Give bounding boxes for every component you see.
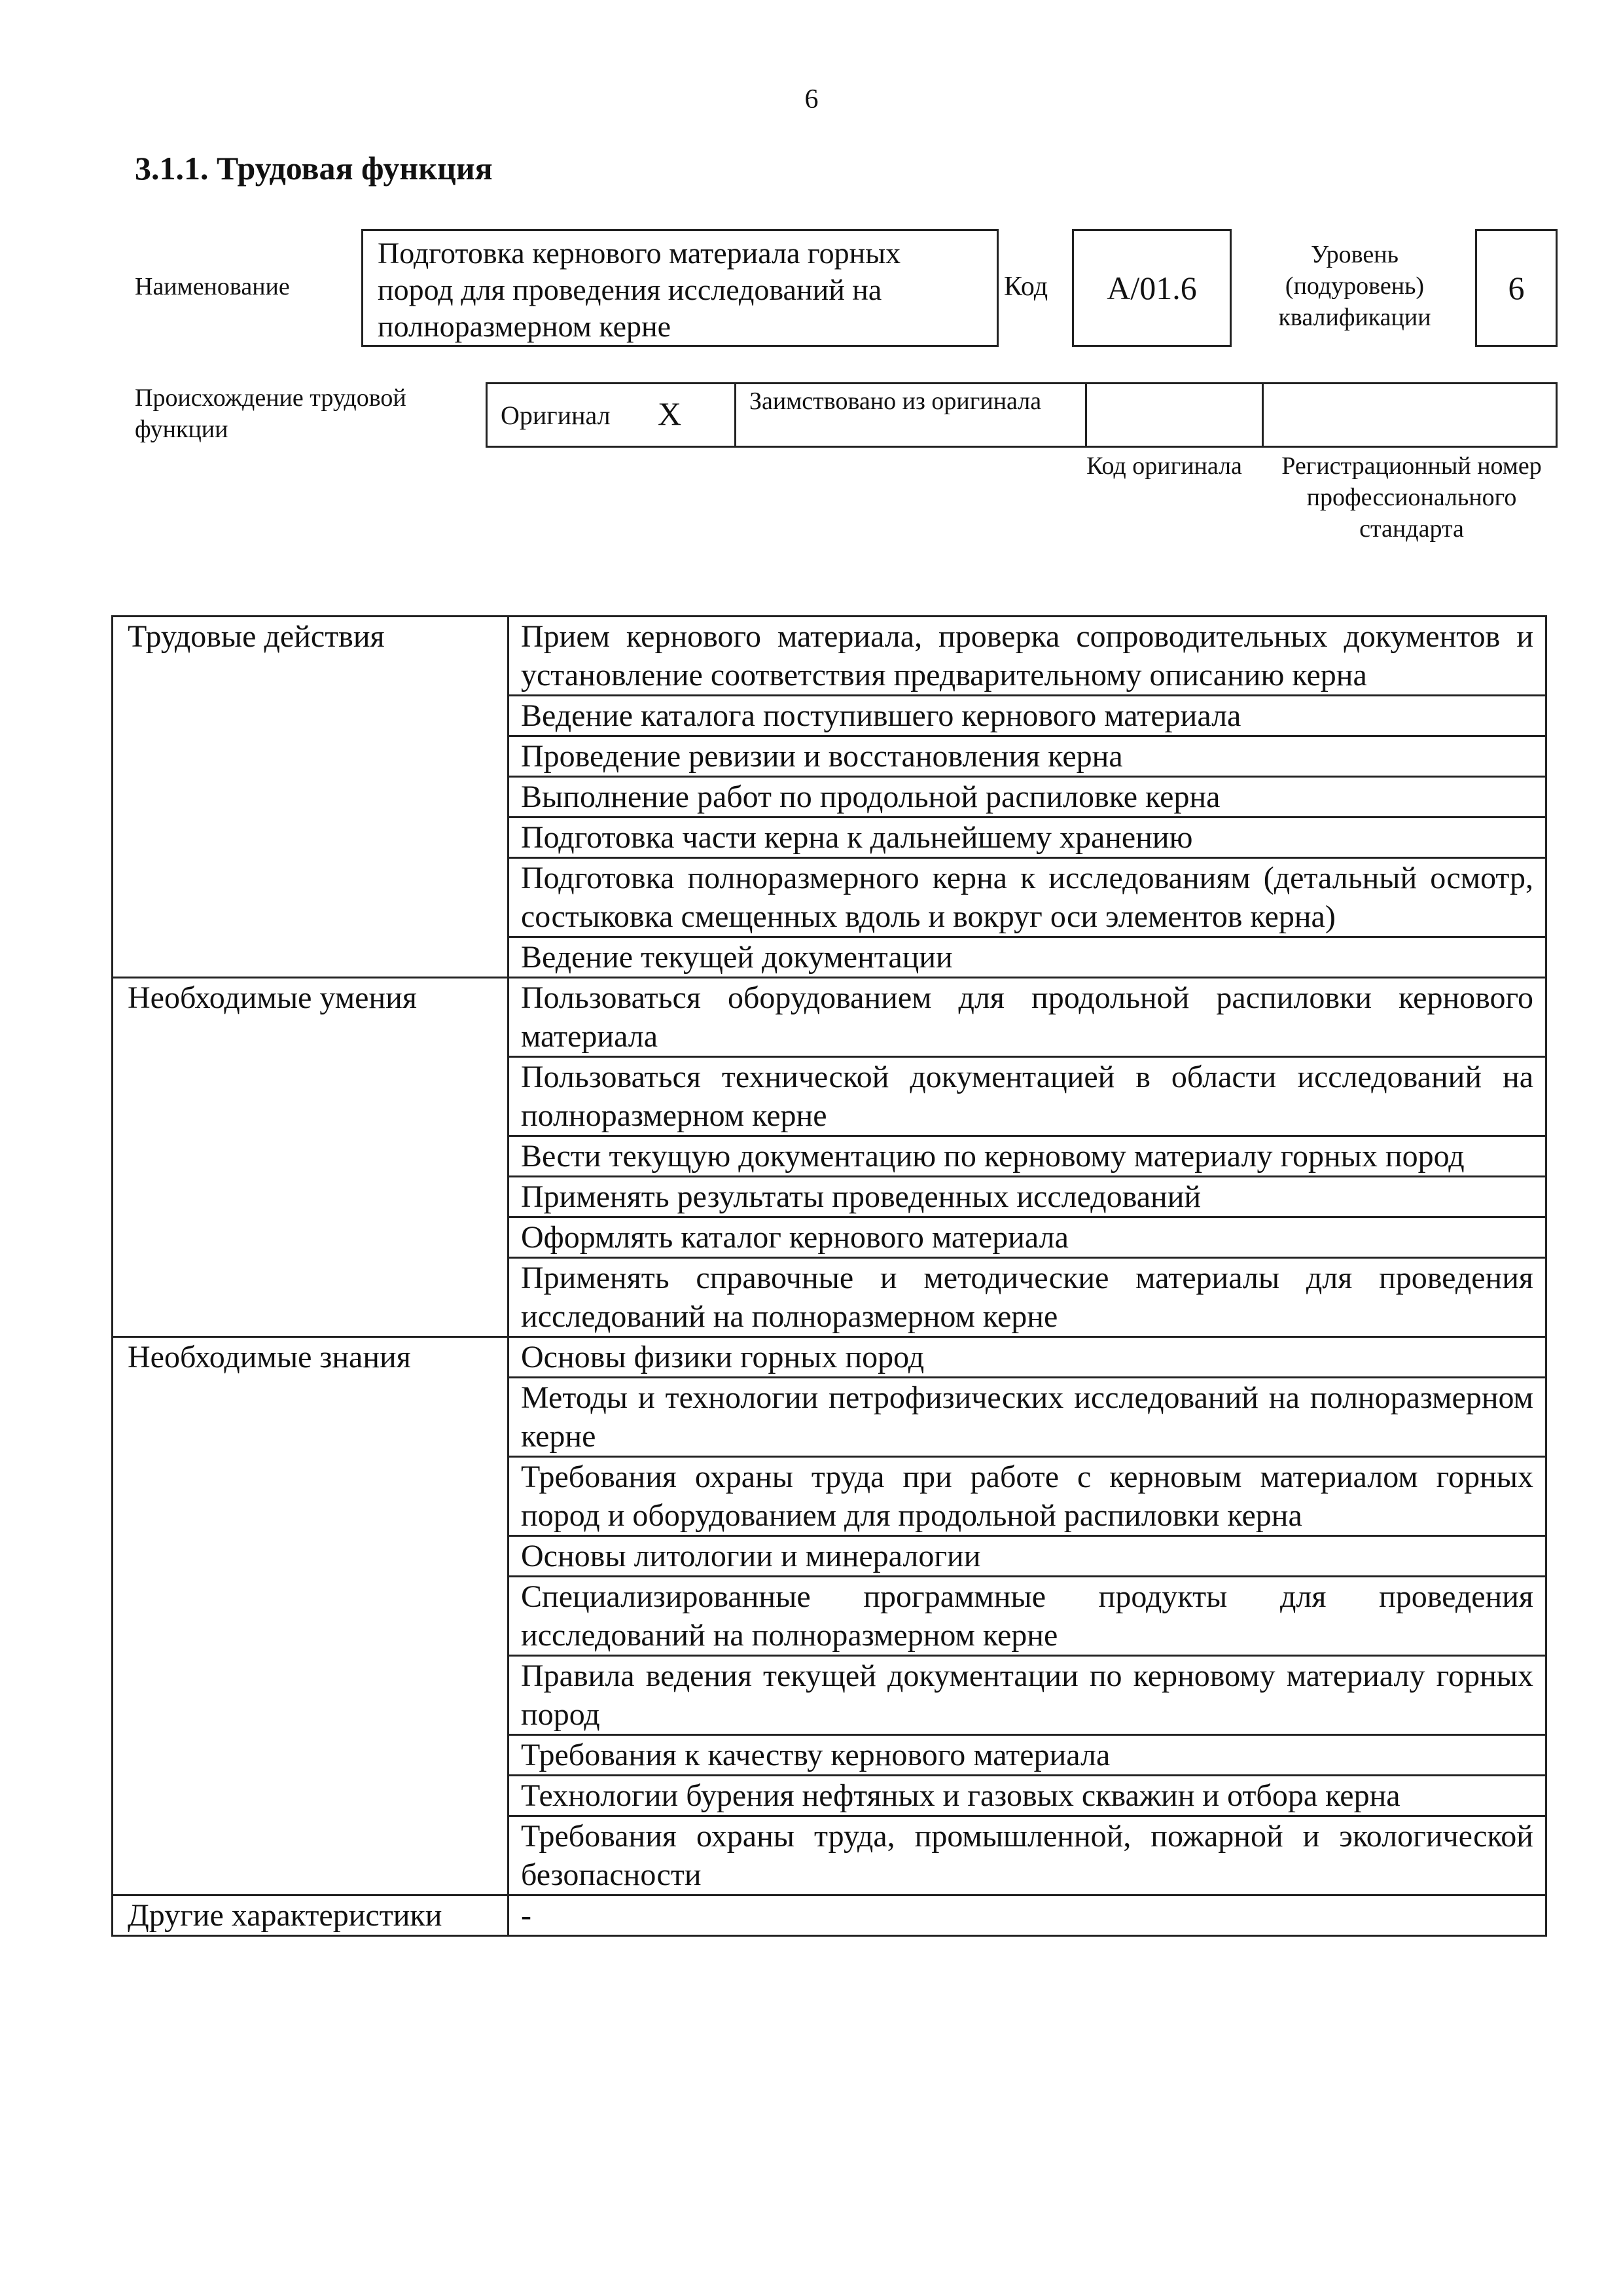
category-label: Необходимые знания <box>128 1340 411 1374</box>
origin-label: Происхождение трудовой функции <box>135 384 406 443</box>
category-label: Трудовые действия <box>128 619 385 654</box>
registration-number-cell <box>1264 384 1556 446</box>
table-cell: Правила ведения текущей документации по керновому материалу горных пород <box>508 1656 1546 1735</box>
original-code-caption: Код оригинала <box>1086 452 1242 480</box>
original-mark: X <box>658 395 682 432</box>
category-cell <box>113 978 508 1337</box>
table-cell: Оформлять каталог кернового материала <box>508 1217 1546 1258</box>
table-cell: Подготовка части керна к дальнейшему хранению <box>508 817 1546 858</box>
category-cell <box>113 1895 508 1936</box>
code-label: Код <box>1004 272 1048 302</box>
table-cell: Прием кернового материала, проверка сопроводительных документов и установление соответствия предварительному описанию керна <box>508 617 1546 696</box>
table-cell: Требования охраны труда, промышленной, пожарной и экологической безопасности <box>508 1816 1546 1895</box>
category-label: Необходимые умения <box>128 980 417 1015</box>
table-cell: Специализированные программные продукты для проведения исследований на полноразмерном керне <box>508 1577 1546 1656</box>
table-cell: Основы литологии и минералогии <box>508 1536 1546 1577</box>
section-title: 3.1.1. Трудовая функция <box>135 150 493 187</box>
level-label: Уровень (подуровень) квалификации <box>1278 241 1431 331</box>
table-cell: Подготовка полноразмерного керна к исследованиям (детальный осмотр, состыковка смещенных вдоль и вокруг оси элементов керна) <box>508 858 1546 937</box>
origin-original-cell <box>488 384 736 446</box>
page-number: 6 <box>804 84 819 115</box>
table-cell: Пользоваться технической документацией в области исследований на полноразмерном керне <box>508 1057 1546 1136</box>
registration-number-caption: Регистрационный номер профессионального стандарта <box>1281 452 1542 543</box>
category-cell <box>113 617 508 978</box>
borrowed-label: Заимствовано из оригинала <box>736 384 1087 446</box>
level-value: 6 <box>1475 229 1558 347</box>
table-cell: Требования к качеству кернового материала <box>508 1735 1546 1776</box>
table-cell: Методы и технологии петрофизических исследований на полноразмерном керне <box>508 1378 1546 1457</box>
table-row <box>113 1895 1546 1936</box>
table-cell: Применять результаты проведенных исследований <box>508 1177 1546 1217</box>
name-value: Подготовка кернового материала горных пород для проведения исследований на полноразмерном керне <box>361 229 999 347</box>
table-cell: Ведение текущей документации <box>508 937 1546 978</box>
table-cell: Вести текущую документацию по керновому материалу горных пород <box>508 1136 1546 1177</box>
name-label: Наименование <box>135 273 290 300</box>
table-cell: Выполнение работ по продольной распиловке керна <box>508 777 1546 817</box>
table-cell: Применять справочные и методические материалы для проведения исследований на полноразмерном керне <box>508 1258 1546 1337</box>
table-row <box>113 978 1546 1057</box>
table-cell: Ведение каталога поступившего кернового материала <box>508 696 1546 736</box>
function-details-table <box>111 615 1547 1937</box>
category-label: Другие характеристики <box>128 1898 442 1933</box>
original-code-cell <box>1087 384 1264 446</box>
category-cell <box>113 1337 508 1895</box>
table-cell: Требования охраны труда при работе с керновым материалом горных пород и оборудованием для продольной распиловки керна <box>508 1457 1546 1536</box>
original-label: Оригинал <box>501 401 611 430</box>
table-cell: Пользоваться оборудованием для продольной распиловки кернового материала <box>508 978 1546 1057</box>
table-cell: - <box>508 1895 1546 1936</box>
origin-row <box>486 382 1558 448</box>
table-cell: Основы физики горных пород <box>508 1337 1546 1378</box>
code-value: А/01.6 <box>1072 229 1232 347</box>
table-cell: Технологии бурения нефтяных и газовых скважин и отбора керна <box>508 1776 1546 1816</box>
table-row <box>113 1337 1546 1378</box>
table-row <box>113 617 1546 696</box>
table-cell: Проведение ревизии и восстановления керна <box>508 736 1546 777</box>
